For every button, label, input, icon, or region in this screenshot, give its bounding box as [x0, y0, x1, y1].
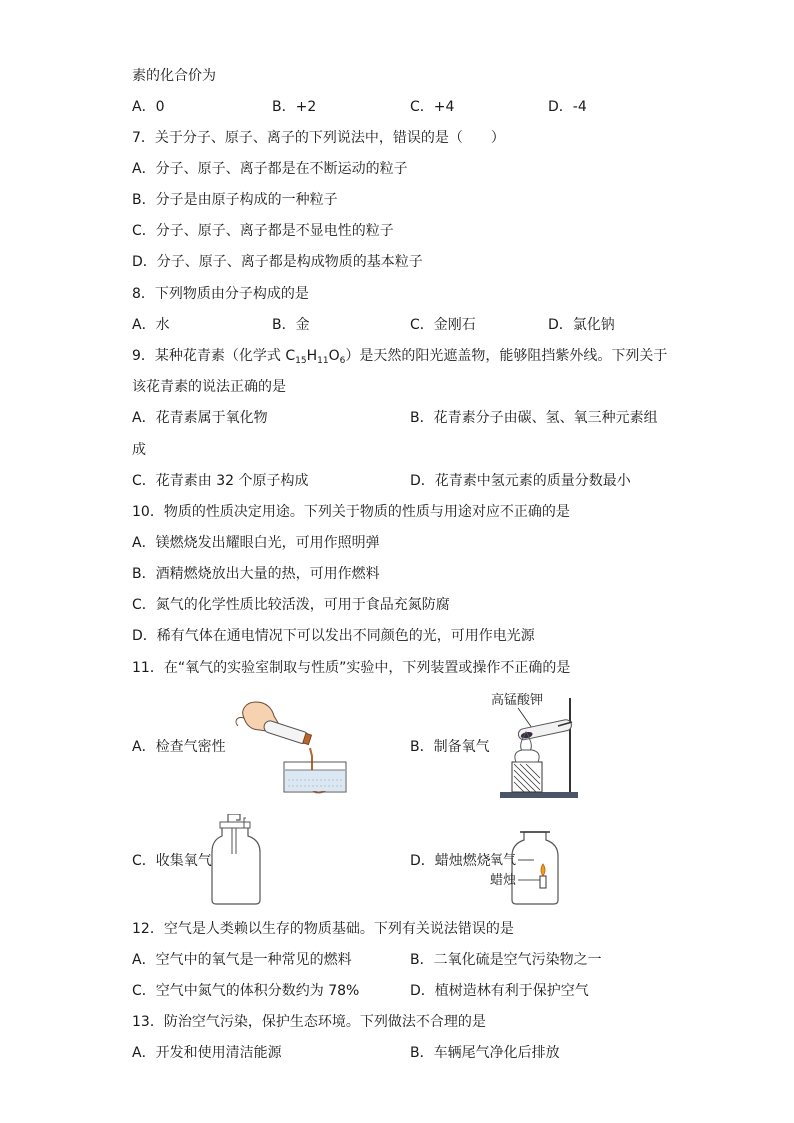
q6-option-a: A．0 — [132, 99, 165, 115]
q9-sub-c: 15 — [295, 356, 307, 366]
q6-option-d: D．-4 — [548, 99, 587, 115]
label-candle: 蜡烛 — [490, 873, 517, 888]
q10-option-b: B．酒精燃烧放出大量的热，可用作燃料 — [132, 566, 380, 582]
q7-option-a: A．分子、原子、离子都是在不断运动的粒子 — [132, 161, 408, 177]
q11-option-c: C．收集氧气 — [132, 853, 212, 869]
oxygen-preparation-figure — [488, 688, 582, 802]
q9-h: H — [306, 348, 318, 364]
label-kmno4: 高锰酸钾 — [491, 693, 544, 708]
q13-option-b: B．车辆尾气净化后排放 — [410, 1045, 560, 1061]
q9-o: O — [328, 348, 340, 364]
q8-option-d: D．氯化钠 — [548, 317, 615, 333]
continuation-text: 素的化合价为 — [132, 68, 216, 84]
q8-option-a: A．水 — [132, 317, 170, 333]
q7-option-b: B．分子是由原子构成的一种粒子 — [132, 192, 338, 208]
candle-burning-figure — [490, 818, 570, 906]
q9-stem-2: 该花青素的说法正确的是 — [132, 379, 286, 395]
q12-stem: 12．空气是人类赖以生存的物质基础。下列有关说法错误的是 — [132, 921, 514, 937]
q9-sub-o: 6 — [339, 356, 346, 366]
q8-option-c: C．金刚石 — [410, 317, 476, 333]
q10-option-d: D．稀有气体在通电情况下可以发出不同颜色的光，可用作电光源 — [132, 628, 535, 644]
label-oxygen: 氧气 — [490, 853, 517, 868]
gas-collection-bottle-figure — [206, 814, 276, 906]
q12-option-d: D．植树造林有利于保护空气 — [410, 983, 589, 999]
q10-option-a: A．镁燃烧发出耀眼白光，可用作照明弹 — [132, 535, 380, 551]
q10-stem: 10．物质的性质决定用途。下列关于物质的性质与用途对应不正确的是 — [132, 504, 570, 520]
q9-stem-pre: 9．某种花青素（化学式 C — [132, 348, 296, 364]
q11-option-a: A．检查气密性 — [132, 739, 226, 755]
q7-option-c: C．分子、原子、离子都是不显电性的粒子 — [132, 223, 394, 239]
q9-option-a: A．花青素属于氧化物 — [132, 410, 268, 426]
q9-option-b-cont: 成 — [132, 442, 146, 458]
q6-option-b: B．+2 — [272, 99, 317, 115]
q8-stem: 8．下列物质由分子构成的是 — [132, 286, 309, 302]
q11-stem: 11．在“氧气的实验室制取与性质”实验中，下列装置或操作不正确的是 — [132, 660, 571, 676]
q7-stem: 7．关于分子、原子、离子的下列说法中，错误的是（ ） — [132, 130, 505, 146]
q9-option-c: C．花青素由 32 个原子构成 — [132, 473, 309, 489]
q7-option-d: D．分子、原子、离子都是构成物质的基本粒子 — [132, 254, 423, 270]
q9-option-d: D．花青素中氢元素的质量分数最小 — [410, 473, 631, 489]
q12-option-c: C．空气中氮气的体积分数约为 78% — [132, 983, 360, 999]
q8-option-b: B．金 — [272, 317, 310, 333]
airtightness-check-figure — [230, 696, 350, 796]
q11-option-b: B．制备氧气 — [410, 739, 490, 755]
q9-sub-h: 11 — [317, 356, 329, 366]
q13-stem: 13．防治空气污染，保护生态环境。下列做法不合理的是 — [132, 1014, 486, 1030]
q10-option-c: C．氮气的化学性质比较活泼，可用于食品充氮防腐 — [132, 597, 450, 613]
q9-stem-post: ）是天然的阳光遮盖物，能够阻挡紫外线。下列关于 — [345, 348, 668, 364]
q6-option-c: C．+4 — [410, 99, 455, 115]
q13-option-a: A．开发和使用清洁能源 — [132, 1045, 282, 1061]
q11-option-d: D．蜡烛燃烧 — [410, 853, 491, 869]
q12-option-b: B．二氧化硫是空气污染物之一 — [410, 952, 602, 968]
q9-option-b: B．花青素分子由碳、氢、氧三种元素组 — [410, 410, 658, 426]
q12-option-a: A．空气中的氧气是一种常见的燃料 — [132, 952, 352, 968]
q9-stem — [132, 347, 667, 365]
